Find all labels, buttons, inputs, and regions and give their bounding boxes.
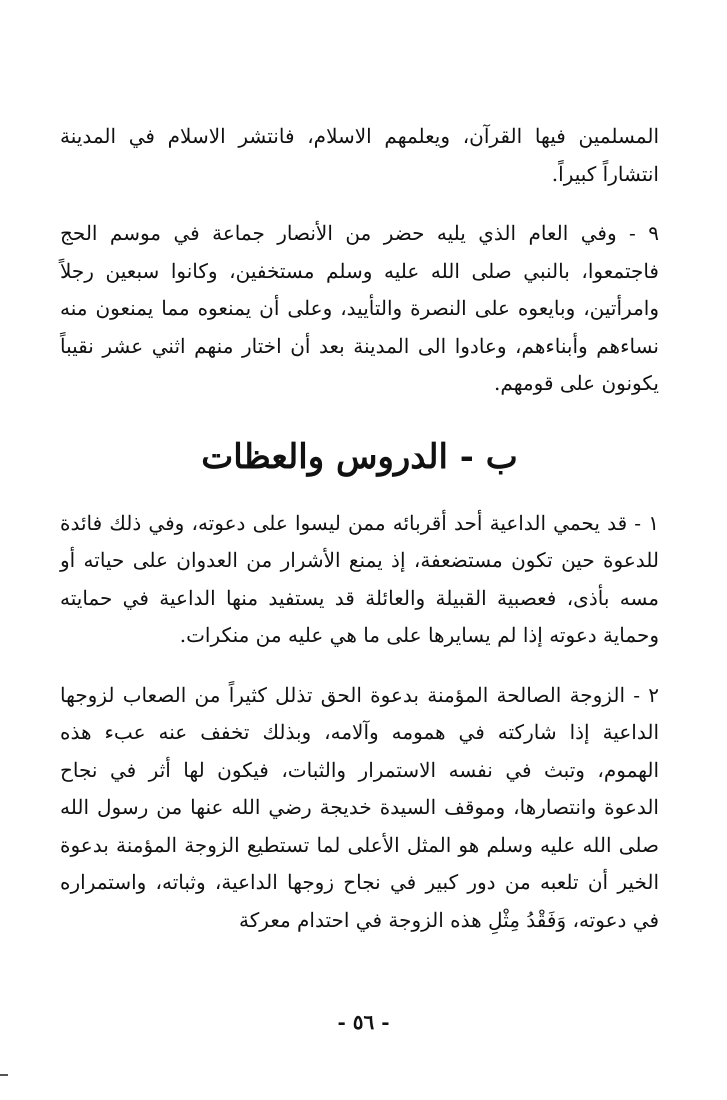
paragraph-item-9: ٩ - وفي العام الذي يليه حضر من الأنصار جماعة في موسم الحج فاجتمعوا، بالنبي صلى الله عليه وسلم مستخفين، وكانوا سبعين رجلاً وامرأتين، وبايعوه على النصرة والتأييد، وعلى أن يمنعوه مما يمنعون منه نساءهم وأبناءهم، وعادوا الى المدينة بعد أن اختار منهم اثني عشر نقيباً يكونون على قومهم. [60, 221, 659, 395]
page-body [60, 118, 659, 1040]
paragraph-lesson-2: ٢ - الزوجة الصالحة المؤمنة بدعوة الحق تذلل كثيراً من الصعاب لزوجها الداعية إذا شاركته في همومه وآلامه، وبذلك تخفف عنه عبء هذه الهموم، وتبث في نفسه الاستمرار والثبات، فيكون لها أثر في نجاح الدعوة وانتصارها، وموقف السيدة خديجة رضي الله عنها من رسول الله صلى الله عليه وسلم هو المثل الأعلى لما تستطيع الزوجة المؤمنة بدعوة الخير أن تلعبه من دور كبير في نجاح زوجها الداعية، وثباته، واستمراره في دعوته، وَفَقْدُ مِثْلِ هذه الزوجة في احتدام معركة [60, 682, 659, 932]
paragraph-lesson-1: ١ - قد يحمي الداعية أحد أقربائه ممن ليسوا على دعوته، وفي ذلك فائدة للدعوة حين تكون مستضعفة، إذ يمنع الأشرار من العدوان على حياته أو مسه بأذى، فعصبية القبيلة والعائلة قد يستفيد منها الداعية في حمايته وحماية دعوته إذا لم يسايرها على ما هي عليه من منكرات. [60, 510, 659, 647]
paragraph-continuation: المسلمين فيها القرآن، ويعلمهم الاسلام، فانتشر الاسلام في المدينة انتشاراً كبيراً. [60, 124, 659, 186]
scan-edge-mark [0, 1074, 8, 1076]
section-heading: ب - الدروس والعظات [201, 436, 518, 477]
page-number: - ٥٦ - [337, 1010, 390, 1034]
